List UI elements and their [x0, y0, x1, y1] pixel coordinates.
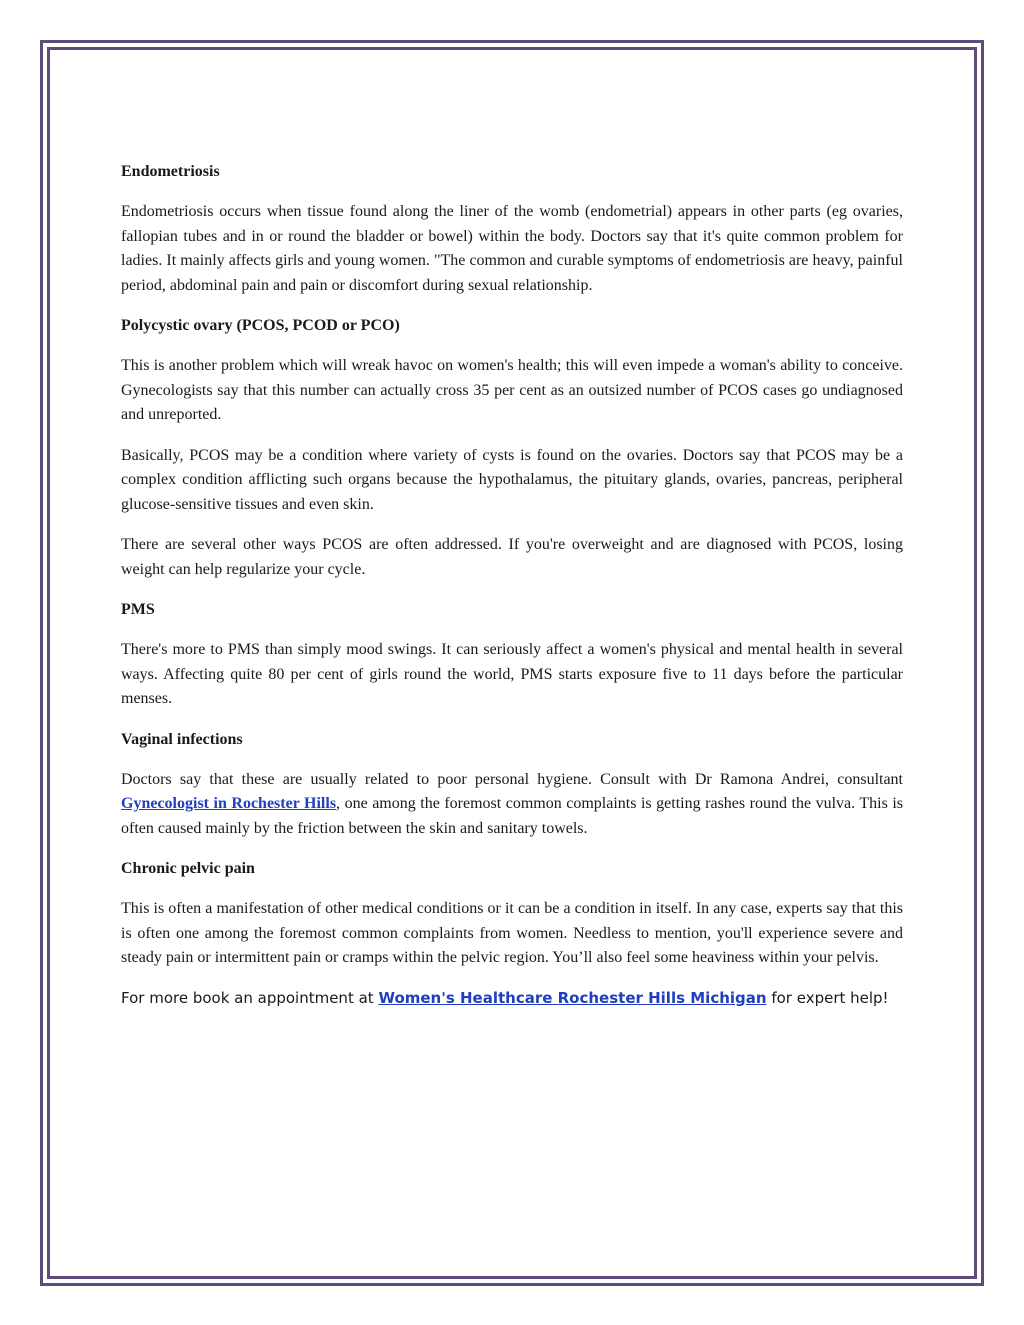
paragraph-endometriosis: Endometriosis occurs when tissue found along the liner of the womb (endometrial) appears in other parts (eg ovaries, fallopian tubes and in or round the bladder or bowel) within the body. Doctors say that it's quite common problem for ladies. It mainly affects girls and young women. "The common and curable symptoms of endometriosis are heavy, painful period, abdominal pain and pain or discomfort during sexual relationship.	[121, 203, 903, 294]
heading-pcos: Polycystic ovary (PCOS, PCOD or PCO)	[121, 317, 400, 334]
document-body	[121, 160, 903, 1025]
paragraph-vaginal-infections	[121, 768, 903, 842]
heading-endometriosis: Endometriosis	[121, 163, 220, 180]
heading-pms: PMS	[121, 601, 155, 618]
vaginal-text-before-link: Doctors say that these are usually related to poor personal hygiene. Consult with Dr Ramona Andrei, consultant	[121, 770, 903, 788]
paragraph-pcos-1: This is another problem which will wreak havoc on women's health; this will even impede a woman's ability to conceive. Gynecologists say that this number can actually cross 35 per cent as an outsized number of PCOS cases go undiagnosed and unreported.	[121, 357, 903, 423]
paragraph-pms: There's more to PMS than simply mood swings. It can seriously affect a women's physical and mental health in several ways. Affecting quite 80 per cent of girls round the world, PMS starts exposure five to 11 days before the particular menses.	[121, 641, 903, 707]
heading-chronic-pelvic-pain: Chronic pelvic pain	[121, 860, 255, 877]
paragraph-chronic-pelvic-pain: This is often a manifestation of other medical conditions or it can be a condition in itself. In any case, experts say that this is often one among the foremost common complaints from women. Needless to mention, you'll experience severe and steady pain or intermittent pain or cramps within the pelvic region. You’ll also feel some heaviness within your pelvis.	[121, 900, 903, 966]
vaginal-text-after-link: , one among the foremost common complaints is getting rashes round the vulva. This is often caused mainly by the friction between the skin and sanitary towels.	[121, 795, 903, 837]
womens-healthcare-link[interactable]: Women's Healthcare Rochester Hills Michigan	[378, 988, 767, 1007]
paragraph-pcos-2: Basically, PCOS may be a condition where variety of cysts is found on the ovaries. Doctors say that PCOS may be a complex condition afflicting such organs because the hypothalamus, the pituitary glands, ovaries, pancreas, peripheral glucose-sensitive tissues and even skin.	[121, 446, 903, 513]
closing-text-before-link: For more book an appointment at	[121, 988, 379, 1007]
paragraph-pcos-3: There are several other ways PCOS are often addressed. If you're overweight and are diagnosed with PCOS, losing weight can help regularize your cycle.	[121, 536, 903, 578]
closing-text-after-link: for expert help!	[766, 988, 889, 1007]
closing-paragraph	[121, 987, 903, 1009]
gynecologist-link[interactable]: Gynecologist in Rochester Hills	[121, 795, 337, 812]
heading-vaginal-infections: Vaginal infections	[121, 730, 243, 748]
